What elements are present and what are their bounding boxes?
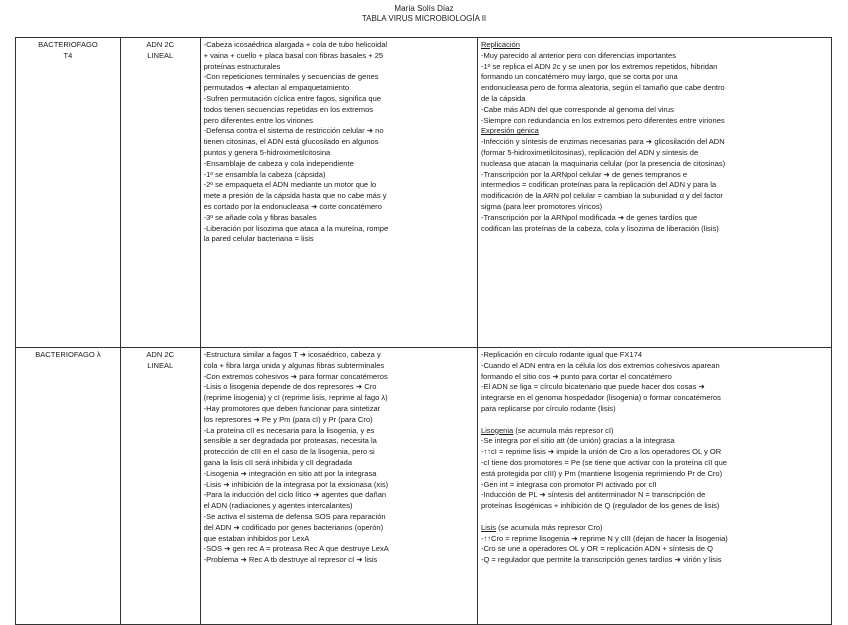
- section-heading: [481, 523, 828, 534]
- replication-line: -Cuando el ADN entra en la célula los dos extremos cohesivos aparean: [480, 360, 720, 370]
- replication-line: (formar 5-hidroximetilcitosinas), replicación del ADN y síntesis de: [480, 147, 699, 157]
- structure-line: cola + fibra larga unida y algunas fibras subterminales: [203, 360, 385, 370]
- structure-line: -Con extremos cohesivos ➜ para formar concatémeros: [203, 371, 388, 381]
- replication-line: -Transcripción por la ARNpol modificada ➜ de genes tardíos que: [480, 212, 698, 222]
- replication-line: -Inducción de PL ➜ síntesis del antiterminador N = transcripción de: [480, 490, 706, 500]
- structure-line: permutados ➜ afectan al empaquetamiento: [203, 83, 350, 93]
- structure-line: todos tienen secuencias repetidas en los extremos: [203, 104, 374, 114]
- replication-line: formando un concatémero muy largo, que se corta por una: [480, 72, 678, 82]
- section-heading-note: (se acumula más represor cI): [513, 425, 614, 435]
- structure-line: -Para la inducción del ciclo lítico ➜ agentes que dañan: [203, 490, 387, 500]
- genome-type: LINEAL: [147, 360, 174, 370]
- virus-table: [15, 37, 832, 625]
- structure-line: -Se activa el sistema de defensa SOS para reparación: [203, 511, 386, 521]
- replication-line: -Replicación en círculo rodante igual que FX174: [480, 350, 643, 359]
- replication-line: modificación de la ARN pol celular = cambian la subunidad α y del factor: [480, 191, 723, 201]
- structure-line: -2º se empaqueta el ADN mediante un motor que lo: [203, 180, 377, 190]
- structure-line: del ADN ➜ codificado por genes bacterianos (operón): [203, 522, 384, 532]
- structure-line: -Defensa contra el sistema de restricción celular ➜ no: [203, 126, 384, 136]
- structure-line: sensible a ser degradada por proteasas, necesita la: [203, 436, 377, 446]
- genome-cell: [120, 348, 200, 625]
- section-heading-note: (se acumula más represor Cro): [496, 522, 603, 532]
- replication-line: integrarse en el genoma hospedador (lisogenia) o formar concatémeros: [480, 393, 721, 403]
- structure-line: -3º se añade cola y fibras basales: [203, 212, 317, 222]
- structure-line: -Estructura similar a fagos T ➜ icosaédrico, cabeza y: [203, 350, 381, 359]
- section-heading-text: Expresión génica: [480, 126, 539, 136]
- structure-line: -Ensamblaje de cabeza y cola independiente: [203, 158, 354, 168]
- replication-line: -Transcripción por la ARNpol celular ➜ de genes tempranos e: [480, 169, 688, 179]
- structure-cell: [200, 38, 477, 348]
- replication-line: -El ADN se liga = círculo bicatenario que puede hacer dos cosas ➜: [480, 382, 705, 392]
- structure-line: puntos y genera 5-hidroximetilcitosina: [203, 147, 331, 157]
- replication-line: -Q = regulador que permite la transcripción genes tardíos ➜ virión y lisis: [480, 555, 722, 565]
- replication-line: intermedios = codifican proteínas para la replicación del ADN y para la: [480, 180, 717, 190]
- replication-cell: [477, 348, 831, 625]
- replication-line: para replicarse por círculo rodante (lisis): [480, 403, 616, 413]
- structure-line: -SOS ➜ gen rec A = proteasa Rec A que destruye LexA: [203, 544, 389, 554]
- structure-line: el ADN (radiaciones y agentes intercalantes): [203, 501, 353, 511]
- replication-line: -↑↑cI = reprime lisis ➜ impide la unión de Cro a los operadores OL y OR: [480, 447, 722, 457]
- virus-name-cell: [16, 38, 121, 348]
- section-heading: [481, 126, 828, 137]
- replication-line: formando el sitio cos ➜ punto para cortar el concatémero: [480, 371, 672, 381]
- section-heading-text: Replicación: [480, 40, 520, 49]
- replication-line: -Cabe más ADN del que corresponde al genoma del virus: [480, 104, 674, 114]
- structure-line: -La proteína cII es necesaria para la lisogenia, y es: [203, 425, 375, 435]
- structure-line: tienen citosinas, el ADN está glucosilado en algunos: [203, 137, 379, 147]
- genome-type: LINEAL: [147, 50, 174, 60]
- structure-line: -1º se ensambla la cabeza (cápsida): [203, 169, 326, 179]
- blank-line: [481, 415, 828, 426]
- structure-line: protección de cIII en el caso de la lisogenia, pero si: [203, 447, 375, 457]
- structure-line: que estaban inhibidos por LexA: [203, 533, 310, 543]
- structure-line: -Sufren permutación cíclica entre fagos, significa que: [203, 93, 382, 103]
- replication-line: -Cro se une a operadores OL y OR = replicación ADN + síntesis de Q: [480, 544, 714, 554]
- structure-line: -Lisogenia ➜ integración en sitio att por la integrasa: [203, 468, 377, 478]
- structure-line: + vaina + cuello + placa basal con fibras basales + 25: [203, 50, 384, 60]
- author-name: María Solís Díaz: [394, 4, 454, 13]
- replication-line: de la cápsida: [480, 93, 526, 103]
- replication-line: -Gen int = integrasa con promotor PI activado por cII: [480, 479, 657, 489]
- replication-line: endonucleasa pero de forma aleatoria, según el tamaño que cabe dentro: [480, 83, 725, 93]
- structure-line: la pared celular bacteriana = lisis: [203, 234, 314, 244]
- section-heading-text: Lisis: [480, 522, 497, 532]
- structure-cell: [200, 348, 477, 625]
- section-heading-text: Lisogenia: [480, 425, 514, 435]
- virus-name: BACTERIOFAGO: [38, 40, 98, 49]
- structure-line: gana la lisis cII será inhibida y cII degradada: [203, 457, 353, 467]
- table-row: [16, 348, 832, 625]
- virus-name: BACTERIOFAGO λ: [35, 350, 101, 359]
- virus-name: T4: [63, 50, 73, 60]
- section-heading: [481, 40, 828, 51]
- structure-line: los represores ➜ Pe y Pm (para cI) y Pr (para Cro): [203, 414, 373, 424]
- replication-line: sigma (para leer promotores víricos): [480, 201, 603, 211]
- genome-type: ADN 2C: [146, 40, 175, 49]
- replication-line: -cI tiene dos promotores = Pe (se tiene que activar con la proteína cII que: [480, 457, 727, 467]
- structure-line: -Lisis ➜ inhibición de la integrasa por la exsionasa (xis): [203, 479, 389, 489]
- virus-name-cell: [16, 348, 121, 625]
- structure-line: es cortado por la endonucleasa ➜ corte concatémero: [203, 201, 382, 211]
- replication-line: -Muy parecido al anterior pero con diferencias importantes: [480, 50, 676, 60]
- replication-line: nucleasa que atacan la maquinaria celular (por la presencia de citosinas): [480, 158, 726, 168]
- structure-line: -Con repeticiones terminales y secuencias de genes: [203, 72, 379, 82]
- replication-line: -Siempre con redundancia en los extremos pero diferentes entre viriones: [480, 115, 725, 125]
- structure-line: -Problema ➜ Rec A tb destruye al represor cI ➜ lisis: [203, 555, 378, 565]
- blank-line: [481, 512, 828, 523]
- replication-cell: [477, 38, 831, 348]
- replication-line: proteínas lisogénicas + inhibición de Q (regulador de los genes de lisis): [480, 501, 720, 511]
- replication-line: -Se integra por el sitio att (de unión) gracias a la integrasa: [480, 436, 675, 446]
- replication-line: -1º se replica el ADN 2c y se unen por los extremos repetidos, hibridan: [480, 61, 718, 71]
- structure-line: -Liberación por lisozima que ataca a la mureína, rompe: [203, 223, 389, 233]
- genome-type: ADN 2C: [146, 350, 175, 359]
- replication-line: -↑↑Cro = reprime lisogenia ➜ reprime N y cIII (dejan de hacer la lisogenia): [480, 533, 728, 543]
- genome-cell: [120, 38, 200, 348]
- section-heading: [481, 426, 828, 437]
- structure-line: mete a presión de la cápsida hasta que no cabe más y: [203, 191, 387, 201]
- structure-line: -Lisis o lisogenia depende de dos represores ➜ Cro: [203, 382, 377, 392]
- table-row: [16, 38, 832, 348]
- document-title: TABLA VIRUS MICROBIOLOGÍA II: [361, 14, 487, 23]
- structure-line: proteínas estructurales: [203, 61, 281, 71]
- structure-line: pero diferentes entre los viriones: [203, 115, 314, 125]
- structure-line: -Cabeza icosaédrica alargada + cola de tubo helicoidal: [203, 40, 388, 49]
- structure-line: -Hay promotores que deben funcionar para sintetizar: [203, 403, 381, 413]
- replication-line: está protegida por cIII) y Pm (mantiene lisogenia reprimiendo Pr de Cro): [480, 468, 723, 478]
- replication-line: codifican las proteínas de la cabeza, cola y lisozima de liberación (lisis): [480, 223, 719, 233]
- replication-line: -Infección y síntesis de enzimas necesarias para ➜ glicosilación del ADN: [480, 137, 725, 147]
- structure-line: (reprime lisogenia) y cI (reprime lisis, reprime al fago λ): [203, 393, 388, 403]
